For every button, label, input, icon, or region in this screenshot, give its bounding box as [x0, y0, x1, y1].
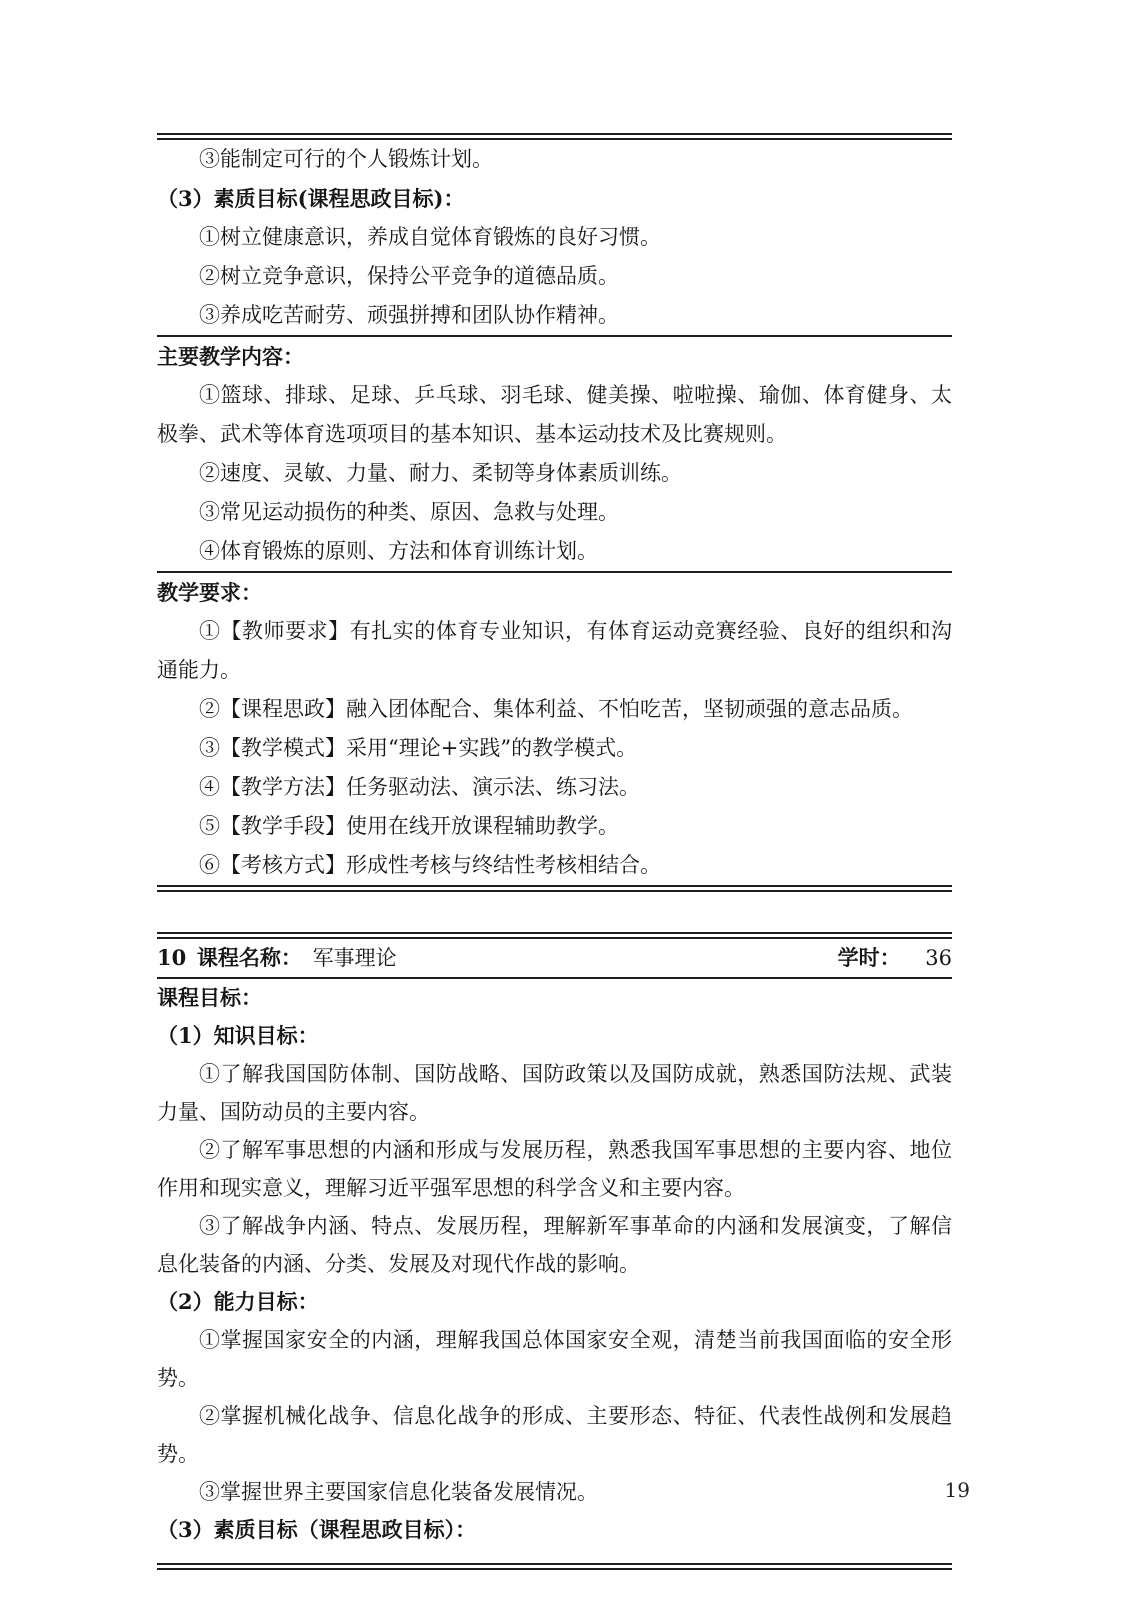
teaching-requirement-item: ①【教师要求】有扎实的体育专业知识，有体育运动竞赛经验、良好的组织和沟通能力。 — [157, 619, 952, 682]
section-gap — [157, 892, 952, 932]
teaching-content-item: ③常见运动损伤的种类、原因、急救与处理。 — [199, 500, 619, 524]
teaching-requirement-item: ④【教学方法】任务驱动法、演示法、练习法。 — [199, 775, 640, 799]
teaching-content-item: ④体育锻炼的原则、方法和体育训练计划。 — [199, 539, 598, 563]
ability-goal-item: ①掌握国家安全的内涵，理解我国总体国家安全观，清楚当前我国面临的安全形势。 — [157, 1328, 952, 1390]
teaching-content-item: ②速度、灵敏、力量、耐力、柔韧等身体素质训练。 — [199, 461, 682, 485]
course-header-row — [157, 939, 952, 977]
course-name: 军事理论 — [312, 946, 397, 970]
quality-goals-heading: （3）素质目标(课程思政目标)： — [157, 186, 465, 211]
hours-label: 学时： — [837, 945, 901, 970]
section-divider-double — [157, 885, 952, 892]
teaching-requirement-item: ②【课程思政】融入团体配合、集体利益、不怕吃苦，坚韧顽强的意志品质。 — [199, 697, 913, 721]
quality-goals-heading: （3）素质目标（课程思政目标）： — [157, 1517, 477, 1542]
course9-section — [157, 140, 952, 885]
course10-section — [157, 939, 952, 1549]
ability-goals-heading: （2）能力目标： — [157, 1289, 319, 1314]
teaching-requirement-item: ⑤【教学手段】使用在线开放课程辅助教学。 — [199, 814, 619, 838]
section-divider-double — [157, 133, 952, 140]
teaching-content-item: ①篮球、排球、足球、乒乓球、羽毛球、健美操、啦啦操、瑜伽、体育健身、太极拳、武术等体育选项项目的基本知识、基本运动技术及比赛规则。 — [157, 383, 952, 446]
knowledge-goal-item: ②了解军事思想的内涵和形成与发展历程，熟悉我国军事思想的主要内容、地位作用和现实意义，理解习近平强军思想的科学含义和主要内容。 — [157, 1138, 952, 1200]
ability-goal-item: ②掌握机械化战争、信息化战争的形成、主要形态、特征、代表性战例和发展趋势。 — [157, 1404, 952, 1466]
course-goals-heading: 课程目标： — [157, 985, 262, 1010]
knowledge-goal-item: ③了解战争内涵、特点、发展历程，理解新军事革命的内涵和发展演变，了解信息化装备的内涵、分类、发展及对现代作战的影响。 — [157, 1214, 952, 1276]
course-name-label: 课程名称： — [196, 945, 302, 970]
ability-goal-item: ③掌握世界主要国家信息化装备发展情况。 — [199, 1480, 598, 1504]
teaching-requirement-item: ⑥【考核方式】形成性考核与终结性考核相结合。 — [199, 853, 661, 877]
knowledge-goal-item: ①了解我国国防体制、国防战略、国防政策以及国防成就，熟悉国防法规、武装力量、国防动员的主要内容。 — [157, 1062, 952, 1124]
section-divider-double — [157, 1563, 952, 1570]
teaching-requirements-heading: 教学要求： — [157, 580, 262, 605]
course-number: 10 — [157, 945, 187, 970]
section-divider-double — [157, 932, 952, 939]
quality-goal-item: ①树立健康意识，养成自觉体育锻炼的良好习惯。 — [199, 225, 661, 249]
page-content — [157, 0, 952, 1570]
hours-value: 36 — [925, 946, 952, 970]
page-number: 19 — [944, 1478, 970, 1502]
quality-goal-item: ②树立竞争意识，保持公平竞争的道德品质。 — [199, 264, 619, 288]
course-title — [157, 939, 401, 977]
teaching-content-heading: 主要教学内容： — [157, 344, 304, 369]
knowledge-goals-heading: （1）知识目标： — [157, 1023, 319, 1048]
knowledge-objective-item: ③能制定可行的个人锻炼计划。 — [199, 147, 493, 171]
quality-goal-item: ③养成吃苦耐劳、顽强拼搏和团队协作精神。 — [199, 303, 619, 327]
teaching-requirement-item: ③【教学模式】采用“理论+实践”的教学模式。 — [199, 736, 638, 760]
course-hours — [838, 939, 952, 977]
